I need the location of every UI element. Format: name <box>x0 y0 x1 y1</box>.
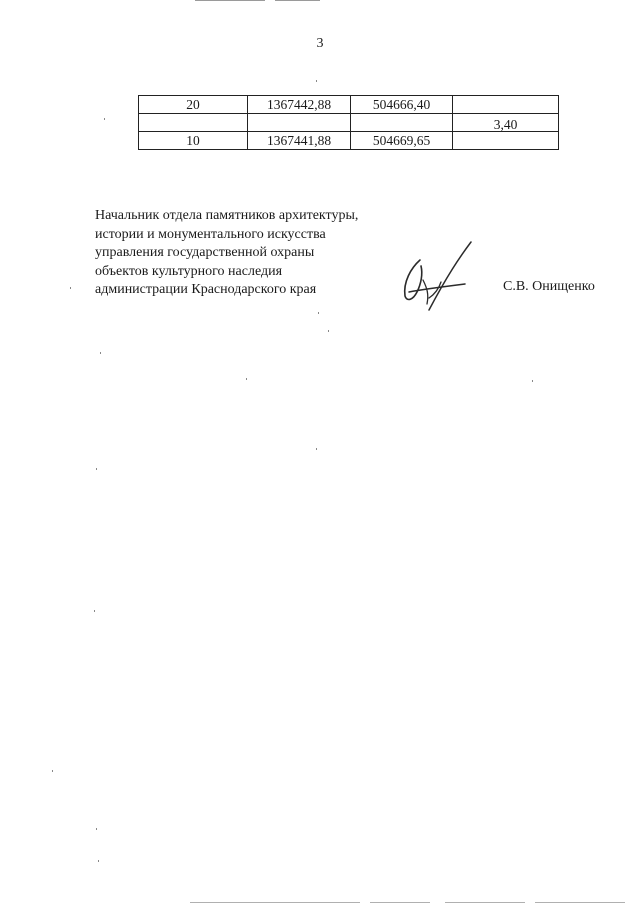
table-cell-point <box>139 114 248 132</box>
table-cell-distance <box>453 96 559 114</box>
handwritten-signature-icon <box>393 238 473 313</box>
scan-speck <box>246 378 247 380</box>
scan-speck <box>328 330 329 332</box>
scan-speck <box>532 380 533 382</box>
scan-speck <box>98 860 99 862</box>
table-row <box>139 96 559 114</box>
scan-edge-bottom <box>190 902 360 903</box>
coordinates-table <box>138 95 559 150</box>
signer-title <box>95 207 358 300</box>
signer-title-line: Начальник отдела памятников архитектуры, <box>95 208 359 223</box>
table-cell-x: 1367442,88 <box>248 96 351 114</box>
scan-speck <box>96 468 97 470</box>
table-row <box>139 114 559 132</box>
scan-edge-bottom <box>445 902 525 903</box>
scan-edge-top <box>275 0 320 1</box>
scan-edge-bottom <box>370 902 430 903</box>
signer-title-line: объектов культурного наследия <box>95 263 283 279</box>
scan-speck <box>316 448 317 450</box>
table-cell-distance: 3,40 <box>453 114 559 132</box>
table-cell-x <box>248 114 351 132</box>
scan-speck <box>96 828 97 830</box>
signer-title-line: администрации Краснодарского края <box>95 282 317 297</box>
scan-speck <box>104 118 105 120</box>
signer-name: С.В. Онищенко <box>503 279 595 294</box>
page-number: 3 <box>316 36 324 51</box>
table-cell-distance <box>453 132 559 150</box>
table-cell-x: 1367441,88 <box>248 132 351 150</box>
signer-title-line: управления государственной охраны <box>95 245 315 260</box>
scan-speck <box>318 312 319 314</box>
scan-speck <box>52 770 53 772</box>
table-cell-point: 10 <box>139 132 248 150</box>
signer-title-line: истории и монументального искусства <box>95 226 326 242</box>
table-cell-y: 504666,40 <box>351 96 453 114</box>
scan-speck <box>100 352 101 354</box>
scan-edge-top <box>195 0 265 1</box>
table-cell-y: 504669,65 <box>351 132 453 150</box>
table-cell-y <box>351 114 453 132</box>
scan-speck <box>316 80 317 82</box>
table-cell-point: 20 <box>139 96 248 114</box>
scan-speck <box>70 287 71 289</box>
table-row <box>139 132 559 150</box>
scan-speck <box>94 610 95 612</box>
scan-edge-bottom <box>535 902 625 903</box>
